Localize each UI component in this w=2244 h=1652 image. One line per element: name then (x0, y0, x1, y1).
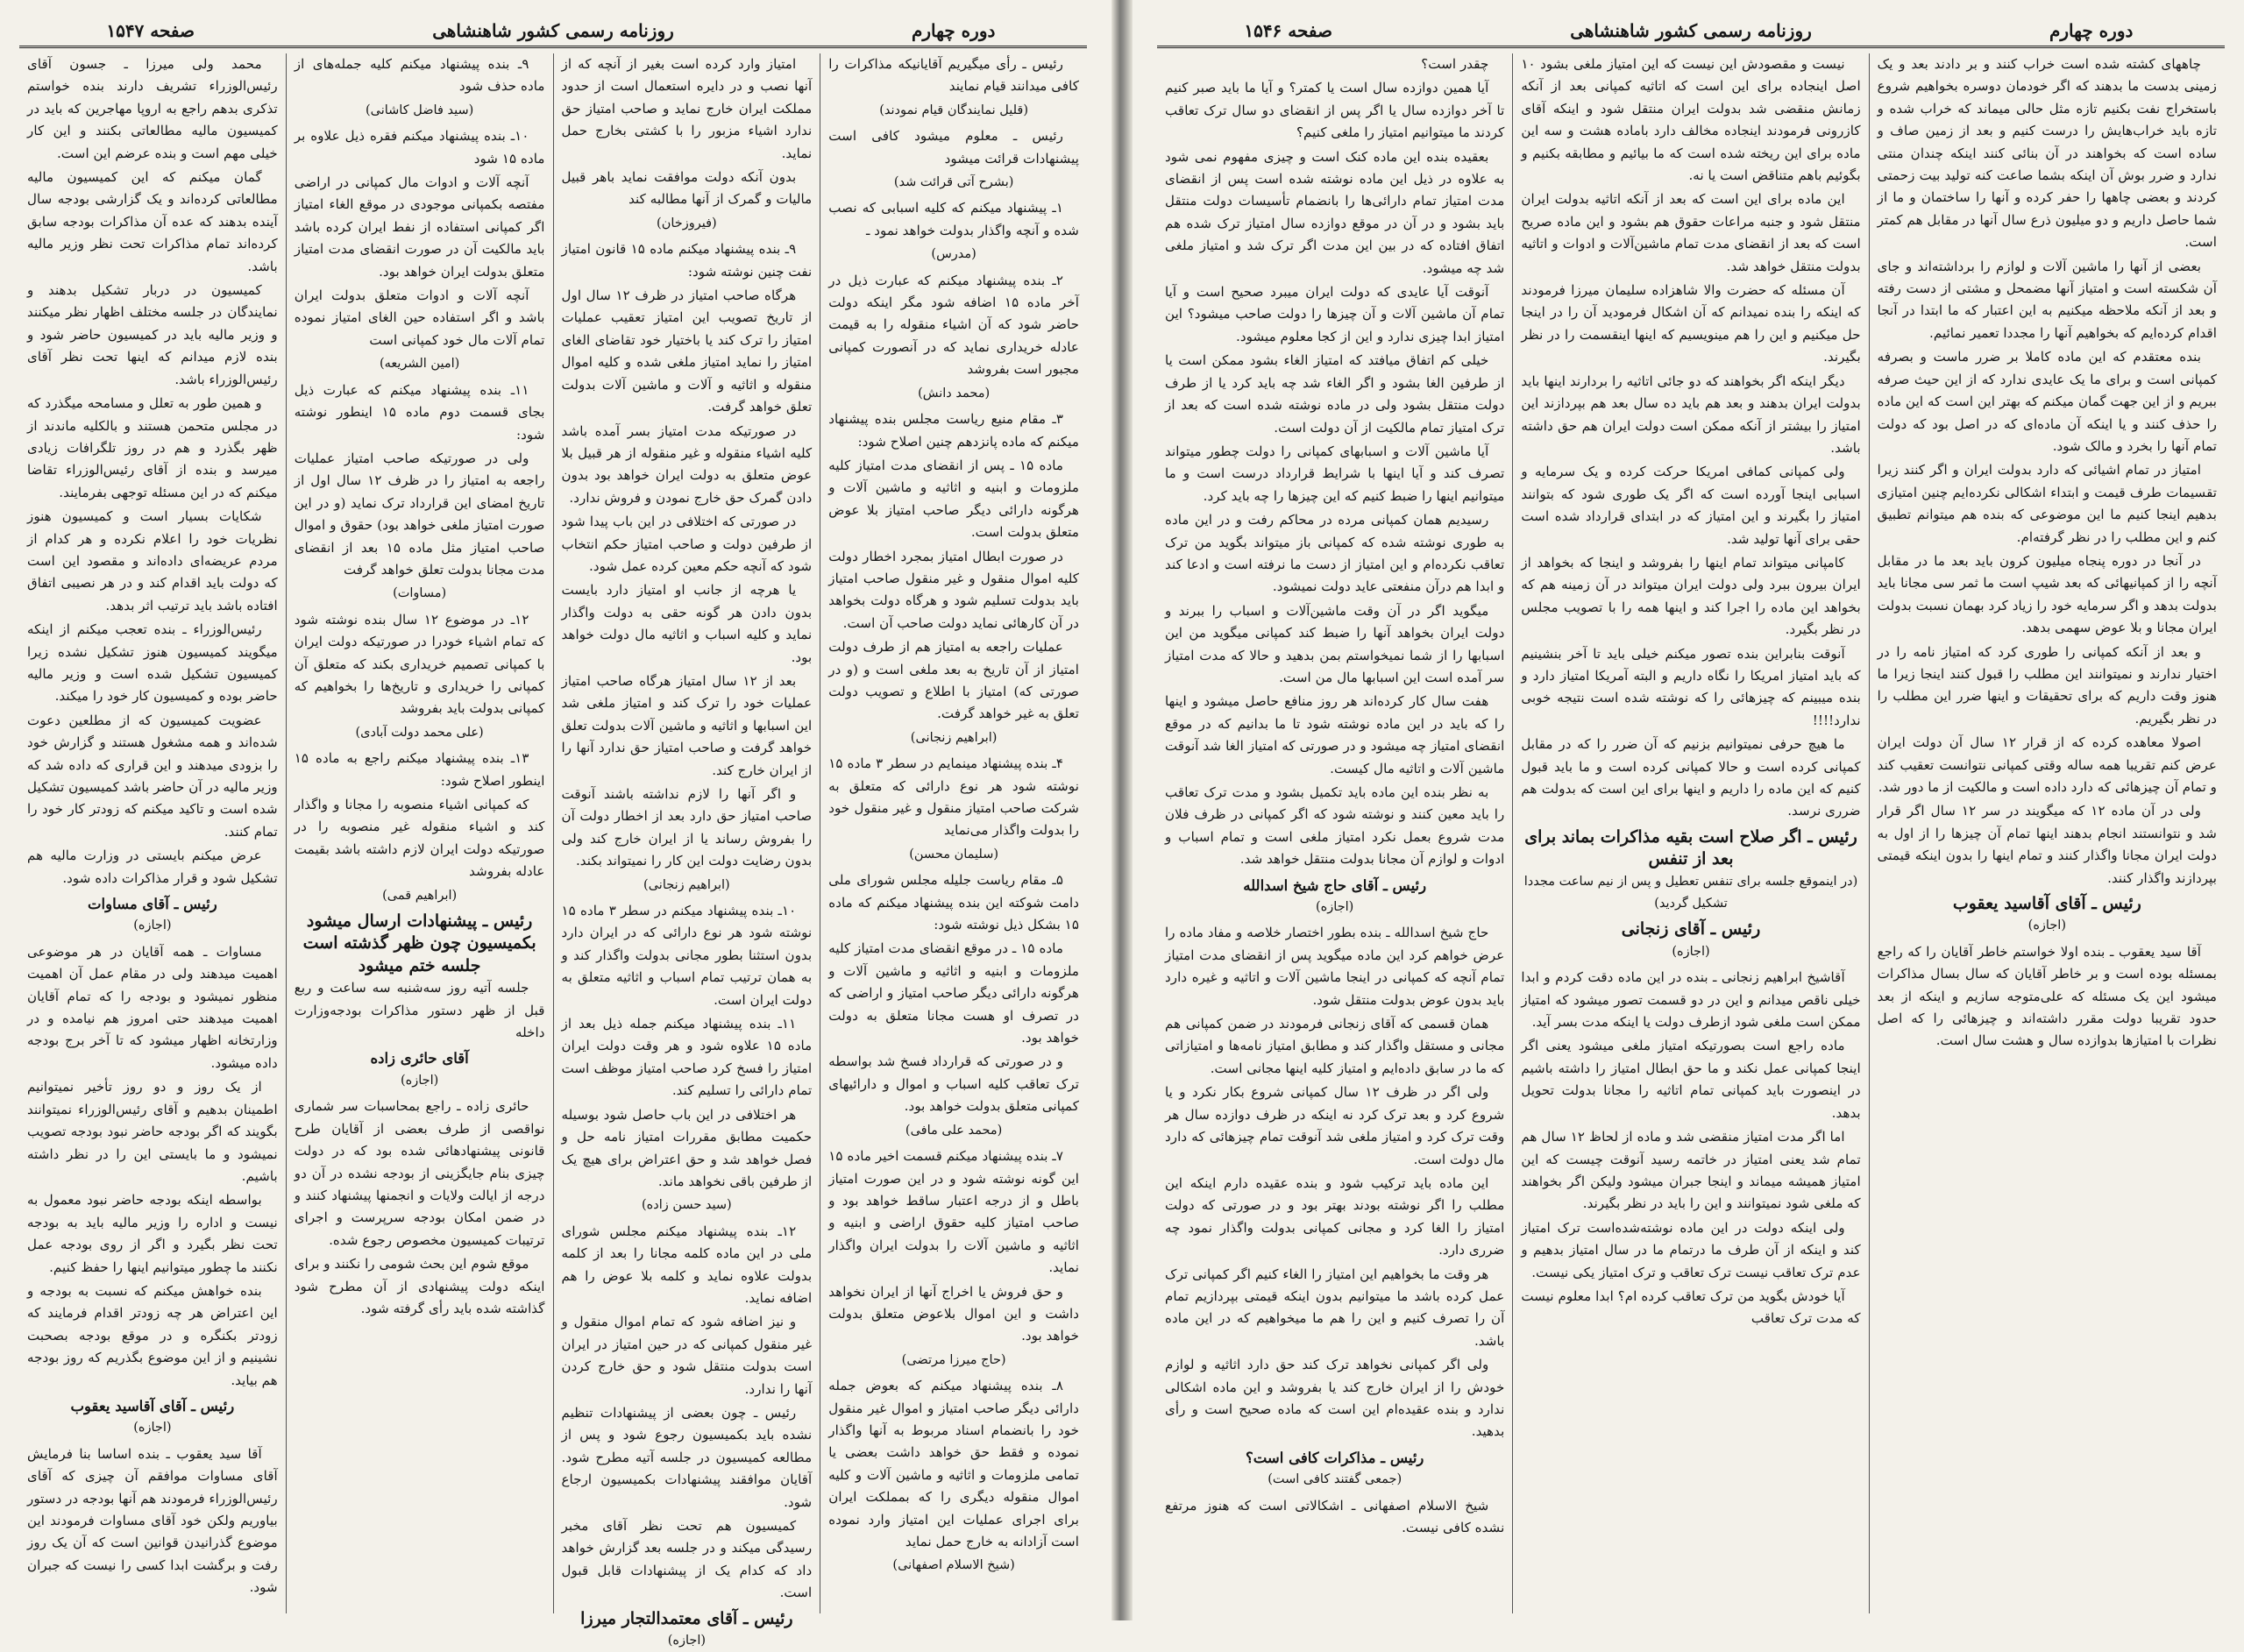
paragraph: اما اگر مدت امتیاز منقضی شد و ماده از لحاظ ۱۲ سال هم تمام شد یعنی امتیاز در خاتمه رسید آنوقت چیست که این امتیاز همیشه میماند و اینجا جبران میشود ولیکن اگر بخواهند که ملغی شود نمیتوانند و این را باید در نظر بگیرند. (1521, 1129, 1861, 1212)
paragraph: موقع شوم این بحث شومی را نکنند و برای اینکه دولت پیشنهادی از آن مطرح شود گذاشته شده باید رأی گرفته شود. (294, 1256, 545, 1316)
paragraph: ۱۰ـ بنده پیشنهاد میکنم فقره ذیل علاوه بر ماده ۱۵ شود (294, 128, 545, 167)
paragraph: بواسطه اینکه بودجه حاضر نبود معمول به نیست و اداره را وزیر مالیه باید به بودجه تحت نظر بگیرد و اگر از روی بودجه عمل نکنند ما چطور میتوانیم اینها را حفظ کنیم. (27, 1192, 278, 1275)
paragraph: ۸ـ بنده پیشنهاد میکنم که بعوض جمله دارائی دیگر صاحب امتیاز و اموال غیر منقول خود را بانضمام اسناد مربوط به آنها واگذار نموده و فقط حق خواهد داشت بعضی یا تمامی ملزومات و اثاثیه و ماشین آلات و کلیه اموال منقوله دیگری را که بمملکت ایران برای اجرای عملیات این امتیاز وارد نموده است آزادانه به خارج حمل نماید (828, 1378, 1079, 1549)
speaker-heading: رئیس ـ آقای حاج شیخ اسدالله (1243, 876, 1427, 894)
paragraph: آیا خودش بگوید من ترک تعاقب کرده ام؟ ابدا معلوم نیست که مدت ترک تعاقب (1521, 1287, 1861, 1327)
parenthetical-note: (سلیمان محسن) (909, 847, 999, 861)
parenthetical-note: (اجازه) (1316, 900, 1354, 915)
parenthetical-note: (ابراهیم زنجانی) (643, 877, 730, 892)
paragraph: در صورتی که اختلافی در این باب پیدا شود از طرفین دولت و صاحب امتیاز حکم انتخاب شود که آنچه حکم معین کرده عمل شود. (561, 514, 813, 574)
paragraph: رسیدیم همان کمپانی مرده در محاکم رفت و در این ماده به طوری نوشته شده که کمپانی باز میتواند بگوید من ترک تعاقب نکرده‌ام و این امتیاز از دست ما نرفته است و ادعا کند و ابدا هم درآن منفعتی عاید دولت نمیشود. (1165, 512, 1505, 595)
paragraph: ۹ـ بنده پیشنهاد میکنم ماده ۱۵ قانون امتیاز نفت چنین نوشته شود: (561, 241, 813, 280)
paragraph: بنده خواهش میکنم که نسبت به بودجه و این اعتراض هر چه زودتر اقدام فرمایند که زودتر بکنگره و در موقع بودجه بصحبت نشینیم و از این موضوع بگذریم که روز بودجه هم بیاید. (27, 1282, 278, 1388)
speaker-heading: رئیس ـ مذاکرات کافی است؟ (1245, 1449, 1424, 1466)
parenthetical-note: (اجازه) (133, 1421, 172, 1436)
paragraph: به نظر بنده این ماده باید تکمیل بشود و مدت ترک تعاقب را باید معین کنند و نوشته شود که اگر کمپانی در ظرف فلان مدت شروع بعمل نکرد امتیاز ملغی است و تمام اسباب و ادوات و لوازم آن مجانا بدولت منتقل خواهد شد. (1165, 784, 1505, 868)
paragraph: محمد ولی میرزا ـ جسون آقای رئیس‌الوزراء تشریف دارند بنده خواستم تذکری بدهم راجع به اروپا مهاجرین که باید در کمیسیون مالیه مطالعاتی بکنند و این کار خیلی مهم است و بنده عرضم این است. (27, 56, 278, 161)
paragraph: هرگاه صاحب امتیاز در ظرف ۱۲ سال اول از تاریخ تصویب این امتیاز تعقیب عملیات امتیاز را ترک کند یا باختیار خود تقاضای الغای امتیاز را نماید امتیاز ملغی شده و کلیه اموال منقوله و اثاثیه و آلات و ماشین آلات بدولت تعلق خواهد گرفت. (561, 287, 813, 415)
parenthetical-note: (قلیل نمایندگان قیام نمودند) (879, 103, 1029, 117)
paragraph: امتیاز وارد کرده است بغیر از آنچه که از آنها نصب و در دایره استعمال است از حدود مملکت ایران خارج نماید و صاحب امتیاز حق ندارد اشیاء مزبور را با کشتی بخارج حمل نماید. (561, 56, 813, 161)
text-columns (1157, 53, 2225, 1613)
paragraph: عرض میکنم بایستی در وزارت مالیه هم تشکیل شود و قرار مذاکرات داده شود. (27, 847, 278, 886)
paragraph: رئیس ـ چون بعضی از پیشنهادات تنظیم نشده باید بکمیسیون رجوع شود و پس از مطالعه کمیسیون در جلسه آتیه مطرح شود. آقایان موافقند پیشنهادات بکمیسیون ارجاع شود. (561, 1404, 813, 1510)
paragraph: هر وقت ما بخواهیم این امتیاز را الغاء کنیم اگر کمپانی ترک عمل کرده باشد ما میتوانیم بدون اینکه قیمتی بپردازیم تمام آن را تصرف کنیم و این را هم ما میخواهیم که در این ماده باشد. (1165, 1266, 1505, 1349)
speaker-heading: رئیس ـ آقای مساوات (88, 896, 217, 913)
paragraph: ماده ۱۵ ـ پس از انقضای مدت امتیاز کلیه ملزومات و ابنیه و اثاثیه و ماشین آلات و هرگونه دارائی دیگر صاحب امتیاز بلا عوض متعلق بدولت است. (828, 457, 1079, 541)
paragraph: که کمپانی اشیاء منصوبه را مجانا و واگذار کند و اشیاء منقوله غیر منصوبه را در صورتیکه دولت ایران لازم داشته باشد بقیمت عادله بفروشد (294, 797, 545, 880)
paragraph: یا هرچه از جانب او امتیاز دارد بایست بدون دادن هر گونه حقی به دولت واگذار نماید و کلیه اسباب و اثاثیه مال دولت خواهد بود. (561, 582, 813, 665)
paragraph: آقا سید یعقوب ـ بنده اولا خواستم خاطر آقایان را که راجع بمسئله بوده است و بر خاطر آقایان که سال بسال مذاکرات میشود این یک مسئله که علی‌متوجه سازیم و اینکه از بعد حدود تقریبا دولت مقرر داشته‌اند و چیزهائی را که اصل نظرات با امتیاز‌ها بدوازده سال و هشت سال است. (1877, 943, 2217, 1049)
paragraph: ولی در آن ماده ۱۲ که میگویند در سر ۱۲ سال اگر قرار شد و نتوانستند انجام بدهند اینها تمام آن چیزها را از اول به دولت ایران مجانا واگذار کنند و تمام اینها را بدون اینکه قیمتی بپردازند واگذار کنند. (1877, 803, 2217, 886)
paragraph: ۱۲ـ بنده پیشنهاد میکنم مجلس شورای ملی در این ماده کلمه مجانا را بعد از کلمه بدولت علاوه نماید و کلمه بلا عوض را هم اضافه نماید. (561, 1223, 813, 1306)
page-number: صفحه ۱۵۴۷ (106, 20, 195, 41)
paragraph: حائری زاده ـ راجع بمحاسبات سر شماری نواقصی از طرف بعضی از آقایان طرح قانونی پیشنهادهائی شده بود که در دولت چیزی بنام جایگزینی از بودجه نشده در آن دو درجه از ایالت ولایات و انجمنها پیشنهاد کنند و در ضمن امکان بودجه سرپرست و اجرای ترتیبات کمیسیون مخصوص رجوع شده. (294, 1098, 545, 1248)
paragraph: در آنجا در دوره پنجاه میلیون کرون باید بعد ما در مقابل آنچه را از کمپانیهائی که بعد شیپ است ما ثمر سی مجانا باید بدولت بدهد و اگر سرمایه خود را زیاد کرد بهمان نسبت بدولت ایران مجانا و بلا عوض سهمی بدهد. (1877, 552, 2217, 636)
paragraph: ولی کمپانی کمافی امریکا حرکت کرده و یک سرمایه و اسبابی اینجا آورده است که اگر یک طوری شود که بتوانند امتیاز را بگیرند و این امتیاز که در ابتدای قرارداد شده است حقی برای آنها تولید شد. (1521, 464, 1861, 547)
newspaper-title: روزنامه رسمی کشور شاهنشاهی (432, 20, 674, 41)
parenthetical-note: (محمد علی مافی) (905, 1123, 1003, 1138)
paragraph: و اگر آنها را لازم نداشته باشند آنوقت صاحب امتیاز حق دارد بعد از اخطار دولت آن را بفروش رساند یا از ایران خارج کند ولی بدون رضایت دولت این کار را نمیتواند بکند. (561, 786, 813, 869)
paragraph: بدون آنکه دولت موافقت نماید باهر قبیل مالیات و گمرک از آنها مطالبه کند (561, 169, 813, 208)
parenthetical-note: (مساوات) (393, 586, 447, 601)
paragraph: شکایات بسیار است و کمیسیون هنوز نظریات خود را اعلام نکرده و هر کدام از مردم عریضه‌ای داده‌اند و مقصود این است که دولت باید اقدام کند و در هر نصیبی اتفاق افتاده باشد باید ترتیب اثر بدهد. (27, 508, 278, 613)
parenthetical-note: (محمد دانش) (918, 386, 991, 401)
newspaper-title: روزنامه رسمی کشور شاهنشاهی (1570, 20, 1812, 41)
paragraph: ۱۲ـ در موضوع ۱۲ سال بنده نوشته شود که تمام اشیاء خودرا در صورتیکه دولت ایران با کمپانی تصمیم خریداری بکند که متعلق آن کمپانی را خریداری و تاریخ‌ها را بخواهیم که کمپانی بدولت باید بفروشد (294, 611, 545, 717)
text-column (1512, 53, 1868, 1613)
paragraph: این ماده باید ترکیب شود و بنده عقیده دارم اینکه این مطلب را اگر نوشته بودند بهتر بود و در صورتی که دولت امتیاز را الغا کرد و مجانی کمپانی بدولت واگذار نمود چه ضرری دارد. (1165, 1174, 1505, 1258)
paragraph: ولی اگر کمپانی نخواهد ترک کند حق دارد اثاثیه و لوازم خودش را از ایران خارج کند یا بفروشد و این ماده اشکالی ندارد و بنده عقیده‌ام این است که ماده صحیح است و رأی بدهید. (1165, 1357, 1505, 1440)
paragraph: نیست و مقصودش این نیست که این امتیاز ملغی بشود ۱۰ اصل اینجاده برای این است که اتاثیه کمپانی بعد از آنکه زمانش منقضی شد بدولت ایران منتقل شود و اینکه آقای کازرونی فرمودند اینجاده مخالف دارد باماده هشت و سه این ماده برای این ریخته شده است که ما بیائیم و مطابقه بکنیم و بگوئیم باهم متناقض است یا نه. (1521, 56, 1861, 184)
paragraph: و حق فروش یا اخراج آنها از ایران نخواهد داشت و این اموال بلاعوض متعلق بدولت خواهد بود. (828, 1283, 1079, 1344)
paragraph: گمان میکنم که این کمیسیون مالیه مطالعاتی کرده‌اند و یک گزارشی بودجه سال آینده بدهند که عده آن مذاکرات بودجه سابق کرده‌اند تمام مذاکرات تحت نظر وزیر مالیه باشد. (27, 169, 278, 274)
page-header (1157, 16, 2225, 48)
paragraph: ۱ـ پیشنهاد میکنم که کلیه اسبابی که نصب شده و آنچه واگذار بدولت خواهد نمود ـ (828, 200, 1079, 238)
paragraph: دیگر اینکه اگر بخواهند که دو جائی اتاثیه را بردارند اینها باید بدولت ایران بدهند و بعد هم باید ده سال بعد هم بپردازند این امتیاز را بیشتر از آنکه ممکن است دولت ایران هم حق داشته باشد. (1521, 372, 1861, 456)
paragraph: رئیس‌الوزراء ـ بنده تعجب میکنم از اینکه میگویند کمیسیون هنوز تشکیل نشده زیرا کمیسیون تشکیل شده است و وزیر مالیه حاضر بوده و کمیسیون کار خود را میکند. (27, 621, 278, 705)
paragraph: رئیس ـ معلوم میشود کافی است پیشنهادات قرائت میشود (828, 128, 1079, 167)
paragraph: اصولا معاهده کرده که از قرار ۱۲ سال آن دولت ایران عرض کنم تقریبا همه ساله وقتی کمپانی نتوانست تعقیب کند و تمام آن چیزهائی که دارد داده است و مالکیت از ما دور شد. (1877, 734, 2217, 795)
parenthetical-note: (اجازه) (133, 918, 172, 933)
paragraph: آن مسئله که حضرت والا شاهزاده سلیمان میرزا فرمودند که اینکه را بنده نمیدانم که آن اشکال فرمودید آن را در اینجا حل میکنیم و این را هم مینویسیم که اینها اینقسمت را در نظر بگیرند. (1521, 282, 1861, 365)
paragraph: چقدر است؟ (1421, 56, 1489, 72)
text-column (19, 53, 286, 1613)
parenthetical-note: (اجازه) (400, 1073, 439, 1088)
text-columns (19, 53, 1087, 1648)
paragraph: آنوقت بنابراین بنده تصور میکنم خیلی باید تا آخر بنشینیم که باید امتیاز امریکا را نگاه داریم و البته آمریکا امتیاز دارد و بنده میبینم که چیزهائی را که نوشته شده است نتیجه خوبی ندارد!!!! (1521, 645, 1861, 728)
speaker-heading: رئیس ـ پیشنهادات ارسال میشود بکمیسیون چون ظهر گذشته است جلسه ختم میشود (302, 911, 536, 975)
parenthetical-note: (در اینموقع جلسه برای تنفس تعطیل و پس از نیم ساعت مجددا تشکیل گردید) (1523, 874, 1858, 911)
parenthetical-note: (بشرح آتی قرائت شد) (893, 175, 1014, 190)
paragraph: در صورت ابطال امتیاز بمجرد اخطار دولت کلیه اموال منقول و غیر منقول صاحب امتیاز باید بدولت تسلیم شود و هرگاه دولت بخواهد در آن کارهائی نماید دولت صاحب آن است. (828, 548, 1079, 631)
paragraph: خیلی کم اتفاق میافتد که امتیاز الغاء بشود ممکن است یا از طرفین الغا بشود و اگر الغاء شد چه باید کرد یا از طرف دولت منتقل بشود ولی در ماده نوشته شده است که بعد از ترک امتیاز تمام مالکیت از آن دولت است. (1165, 352, 1505, 436)
paragraph: ۹ـ بنده پیشنهاد میکنم کلیه جمله‌های از ماده حذف شود (294, 56, 545, 95)
speaker-heading: رئیس ـ آقای آقاسید یعقوب (70, 1397, 235, 1414)
paragraph: بعد از ۱۲ سال امتیاز هرگاه صاحب امتیاز عملیات خود را ترک کند و امتیاز ملغی شد این اسبابها و اثاثیه و ماشین آلات بدولت تعلق خواهد گرفت و صاحب امتیاز حق ندارد آنها را از ایران خارج کند. (561, 672, 813, 778)
right-page (1122, 0, 2244, 1620)
paragraph: و بعد از آنکه کمپانی را طوری کرد که امتیاز نامه را در اختیار ندارند و نمیتوانند این مطلب را قبول کنند اینجا زیرا ما هنوز وقت داریم که برای تحقیقات و اینها ضرر این مطلب را در نظر بگیریم. (1877, 643, 2217, 727)
paragraph: آیا ماشین آلات و اسبابهای کمپانی را دولت چطور میتواند تصرف کند و آیا اینها با شرایط قرارداد درست است و ما میتوانیم اینها را ضبط کنیم که این چیزها را چه باید کرد. (1165, 443, 1505, 504)
parenthetical-note: (امین الشریعه) (379, 357, 460, 372)
paragraph: آنچه آلات و ادوات مال کمپانی در اراضی مفتصه بکمپانی موجودی در موقع الغاء امتیاز اگر کمپانی استفاده از نفط ایران کرده باشد باید مالکیت آن در صورت انقضای مدت امتیاز متعلق بدولت ایران خواهد بود. (294, 174, 545, 280)
left-page (0, 0, 1122, 1648)
parenthetical-note: (حاج میرزا مرتضی) (901, 1352, 1006, 1367)
paragraph: میگوید اگر در آن وقت ماشین‌آلات و اسباب را ببرند و دولت ایران بخواهد آنها را ضبط کند کمپانی میگوید من این اسبابها را از شما نمیخواستم بمن بدهید و حالا که مدت امتیاز سر آمده است این اسبابها مال من است. (1165, 602, 1505, 685)
paragraph: حاج شیخ اسدالله ـ بنده بطور اختصار خلاصه و مفاد ماده را عرض خواهم کرد این ماده میگوید پس از انقضای مدت امتیاز تمام آنچه که کمپانی در اینجا ماشین آلات و اتاثیه و غیره دارد باید بدون عوض بدولت منتقل شود. (1165, 925, 1505, 1008)
paragraph: ۱۰ـ بنده پیشنهاد میکنم در سطر ۳ ماده ۱۵ نوشته شود هر نوع دارائی که در ایران دارد بدون استثنا بطور مجانی بدولت واگذار کند و به همان ترتیب تمام اسباب و اثاثیه متعلق به دولت ایران است. (561, 903, 813, 1008)
paragraph: عضویت کمیسیون که از مطلعین دعوت شده‌اند و همه مشغول هستند و گزارش خود را بزودی میدهند و این قراری که داده شد که وزیر مالیه در آن حاضر باشد کمیسیون تشکیل شده است و تاکید میکنم که زودتر کار خود را تمام کنند. (27, 712, 278, 840)
paragraph: ولی اگر در ظرف ۱۲ سال کمپانی شروع بکار نکرد و یا شروع کرد و بعد ترک کرد نه اینکه در ظرف دوازده سال هر وقت ترک کرد و امتیاز ملغی شد آنوقت تمام چیزهائی که دارد مال دولت است. (1165, 1084, 1505, 1167)
speaker-heading: رئیس ـ آقای آقاسید یعقوب (1952, 894, 2141, 914)
paragraph: ماده راجع است بصورتیکه امتیاز ملغی میشود یعنی اگر اینجا کمپانی عمل نکند و ما حق ابطال امتیاز را داشته باشیم در اینصورت باید کمپانی تمام اتاثیه را مجانا بدولت تحویل بدهد. (1521, 1038, 1861, 1121)
paragraph: بنده معتقدم که این ماده کاملا بر ضرر ماست و بصرفه کمپانی است و برای ما یک عایدی ندارد که از این حیث صرفه ببریم و از این جهت گمان میکنم که بهتر این است که این ماده را حذف کنند و یا اینکه آن ماده‌ای که در اصل بود که دولت تمام آنها را بخرد و مالک شود. (1877, 349, 2217, 454)
parenthetical-note: (ابراهیم قمی) (382, 888, 458, 903)
period-label: دوره چهارم (912, 20, 996, 41)
paragraph: ۱۳ـ بنده پیشنهاد میکنم راجع به ماده ۱۵ اینطور اصلاح شود: (294, 750, 545, 789)
paragraph: آقا سید یعقوب ـ بنده اساسا بنا فرمایش آقای مساوات موافقم آن چیزی که آقای رئیس‌الوزراء فرمودند هم آنها بودجه در دستور بیاوریم ولکن خود آقای مساوات فرمودند این موضوع گذرانیدن قوانین است که آن یک روز رفت و برگشت ابدا کسی را نیست که جبران شود. (27, 1445, 278, 1596)
paragraph: ۴ـ بنده پیشنهاد مینمایم در سطر ۳ ماده ۱۵ نوشته شود هر نوع دارائی که متعلق به شرکت صاحب امتیاز منقول و غیر منقول خود را بدولت واگذار می‌نماید (828, 755, 1079, 839)
paragraph: شیخ الاسلام اصفهانی ـ اشکالاتی است که هنوز مرتفع نشده کافی نیست. (1165, 1497, 1505, 1535)
text-column (820, 53, 1087, 1613)
speaker-heading: آقای حائری زاده (370, 1050, 469, 1067)
book-gutter (1111, 0, 1133, 1620)
paragraph: ولی در صورتیکه صاحب امتیاز عملیات راجعه به امتیاز را در ظرف ۱۲ سال اول از تاریخ امضای این قرارداد ترک نماید (و در این صورت امتیاز ملغی خواهد بود) حقوق و اموال صاحب امتیاز مثل ماده ۱۵ بعد از انقضای مدت مجانا بدولت تعلق خواهد گرفت (294, 450, 545, 578)
parenthetical-note: (اجازه) (667, 1634, 707, 1648)
paragraph: ما هیچ حرفی نمیتوانیم بزنیم که آن ضرر را که در مقابل کمپانی کرده است و حالا کمپانی کرده است و ما باید قبول کنیم که این ماده را داریم و اینها برای این است که بدولت هم ضرری نرسد. (1521, 736, 1861, 819)
speaker-heading: رئیس ـ اگر صلاح است بقیه مذاکرات بماند برای بعد از تنفس (1524, 826, 1857, 869)
paragraph: هفت سال کار کرده‌اند هر روز منافع حاصل میشود و اینها را که باید در این ماده نوشته شود تا ما بدانیم که در موقع انقضای امتیاز چه میشود و در صورتی که امتیاز الغا شد آنوقت ماشین آلات و اتاثیه مال کیست. (1165, 693, 1505, 776)
paragraph: ولی اینکه دولت در این ماده نوشته‌شده‌است ترک امتیاز کند و اینکه از آن طرف ما درتمام ما در سال امتیاز بدهیم و عدم ترک تعاقب نیست ترک تعاقب و ترک امتیاز یکی نیست. (1521, 1219, 1861, 1280)
paragraph: کمیسیون هم تحت نظر آقای مخبر رسیدگی میکند و در جلسه بعد گزارش خواهد داد که کدام یک از پیشنهادات قابل قبول است. (561, 1518, 813, 1601)
paragraph: همان قسمی که آقای زنجانی فرمودند در ضمن کمپانی هم مجانی و مستقل واگذار کند و مطابق امتیاز نامه‌ها و امتیازاتی که ما در سابق داده‌ایم و امتیاز کلیه اینها مجانی است. (1165, 1016, 1505, 1076)
paragraph: جلسه آتیه روز سه‌شنبه سه ساعت و ربع قبل از ظهر دستور مذاکرات بودجه‌وزارت داخله (294, 980, 545, 1041)
page-header (19, 16, 1087, 48)
paragraph: این ماده برای این است که بعد از آنکه اتاثیه بدولت ایران منتقل شود و جنبه مراعات حقوق هم بشود و این ماده صریح است که بعد از انقضای مدت تمام ماشین‌آلات و ادوات و اتاثیه بدولت منتقل خواهد شد. (1521, 191, 1861, 274)
paragraph: چاههای کشته شده است خراب کنند و بر دادند بعد و یک زمینی بدست ما بدهند که اگر خودمان دوسره بخواهیم شروع باستخراج نفت بکنیم تازه مثل حالی میماند که خراب شده و تازه باید خراب‌هایش را درست کنیم و بعد از زمین صاف و ساده است که بخواهند در آن بنائی کنند اینکه چندان منتی ندارد و ضرر بوش آن اینکه بشما صاعت کنه تولید بیت زحمتی کردند و بعضی چاهها را حفر کرده و آنها را ساختمان و ما از شما حاصل داریم و دو میلیون ذرع سال آنها در مقابل هم کمتر است. (1877, 56, 2217, 251)
paragraph: مساوات ـ همه آقایان در هر موضوعی اهمیت میدهند ولی در مقام عمل آن اهمیت منظور نمیشود و بودجه را که تمام آقایان اهمیت میدهند حتی امروز هم نیامده و در وزارتخانه اظهار میشود که تا آخر برج بودجه داده میشود. (27, 943, 278, 1071)
paragraph: و در صورتی که قرارداد فسخ شد بواسطه ترک تعاقب کلیه اسباب و اموال و دارائیهای کمپانی متعلق بدولت خواهد بود. (828, 1053, 1079, 1115)
parenthetical-note: (جمعی گفتند کافی است) (1268, 1472, 1402, 1487)
paragraph: عملیات راجعه به امتیاز هم از طرف دولت امتیاز از آن تاریخ به بعد ملغی است و (و در صورتی که) امتیاز با اطلاع و تصویب دولت تعلق به غیر خواهد گرفت. (828, 639, 1079, 722)
paragraph: ۱۱ـ بنده پیشنهاد میکنم جمله ذیل بعد از ماده ۱۵ علاوه شود و هر وقت دولت ایران امتیاز را فسخ کرد صاحب امتیاز موظف است تمام دارائی را تسلیم کند. (561, 1016, 813, 1099)
parenthetical-note: (اجازه) (1672, 944, 1710, 959)
paragraph: بعقیده بنده این ماده کنک است و چیزی مفهوم نمی شود به علاوه در ذیل این ماده نوشته شده است پس از انقضای مدت امتیاز تمام دارائی‌ها را بانضمام تأسیسات دولت منتقل باید بشود و در آن در موقع دوازده سال امتیاز ترک شده هم اتفاق افتاده که در بین این مدت اگر ترک شد و امتیاز ملغی شد چه میشود. (1165, 148, 1505, 276)
paragraph: ۵ـ مقام ریاست جلیله مجلس شورای ملی دامت شوکته این بنده پیشنهاد میکنم که ماده ۱۵ بشکل ذیل نوشته شود: (828, 872, 1079, 933)
paragraph: ۳ـ مقام منیع ریاست مجلس بنده پیشنهاد میکنم که ماده پانزدهم چنین اصلاح شود: (828, 411, 1079, 450)
paragraph: آقاشیخ ابراهیم زنجانی ـ بنده در این ماده دقت کردم و ابدا خیلی ناقص میدانم و این در دو قسمت تصور میشود که امتیاز ممکن است ملغی شود ازطرف دولت یا اینکه مدت بسر آید. (1521, 969, 1861, 1031)
paragraph: هر اختلافی در این باب حاصل شود بوسیله حکمیت مطابق مقررات امتیاز نامه حل و فصل خواهد شد و حق اعتراض برای هیچ یک از طرفین باقی نخواهد ماند. (561, 1106, 813, 1189)
period-label: دوره چهارم (2049, 20, 2134, 41)
paragraph: ماده ۱۵ ـ در موقع انقضای مدت امتیاز کلیه ملزومات و ابنیه و اثاثیه و ماشین آلات و هرگونه دارائی دیگر صاحب امتیاز و اراضی که در تصرف او هست مجانا متعلق به دولت خواهد بود. (828, 940, 1079, 1046)
parenthetical-note: (سید حسن زاده) (642, 1198, 732, 1213)
paragraph: کامپانی میتواند تمام اینها را بفروشد و اینجا که بخواهد از ایران بیرون ببرد ولی دولت ایران میتواند در آن زمینه هم که بخواهد این ماده را اجرا کند و اینها همه را با تصویب مجلس در نظر بگیرد. (1521, 554, 1861, 638)
text-column (553, 53, 820, 1648)
parenthetical-note: (ابراهیم زنجانی) (910, 730, 998, 745)
speaker-heading: رئیس ـ آقای معتمدالتجار میرزا (580, 1608, 793, 1628)
parenthetical-note: (اجازه) (2027, 918, 2066, 933)
paragraph: ۷ـ بنده پیشنهاد میکنم قسمت اخیر ماده ۱۵ این گونه نوشته شود و در این صورت امتیاز باطل و از درجه اعتبار ساقط خواهد بود و صاحب امتیاز کلیه حقوق اراضی و ابنیه و اثاثیه و ماشین آلات را بدولت ایران واگذار نماید. (828, 1148, 1079, 1276)
speaker-heading: رئیس ـ آقای زنجانی (1621, 919, 1761, 939)
parenthetical-note: (شیخ الاسلام اصفهانی) (892, 1558, 1015, 1573)
text-column (1157, 53, 1512, 1613)
paragraph: کمیسیون در دربار تشکیل بدهند و نمایندگان در جلسه مختلف اظهار نظر میکنند و وزیر مالیه باید در کمیسیون حاضر شود و بنده لازم میدانم که اینها تحت نظر آقای رئیس‌الوزراء باشد. (27, 282, 278, 387)
paragraph: و همین طور به تعلل و مسامحه میگذرد که در مجلس متحمن هستند و بالکلیه ماندند از ظهر بگذرد و هم در روز تلگرافات زیادی میرسد و بنده از آقای رئیس‌الوزراء تقاضا میکنم که در این مسئله توجهی بفرمایند. (27, 395, 278, 500)
text-column (1869, 53, 2225, 1613)
page-number: صفحه ۱۵۴۶ (1244, 20, 1332, 41)
paragraph: آنچه آلات و ادوات متعلق بدولت ایران باشد و اگر استفاده حین الغای امتیاز نموده تمام آلات مال خود کمپانی است (294, 287, 545, 348)
paragraph: و نیز اضافه شود که تمام اموال منقول و غیر منقول کمپانی که در حین امتیاز در ایران است بدولت منتقل شود و حق خارج کردن آنها را ندارد. (561, 1314, 813, 1397)
paragraph: ۱۱ـ بنده پیشنهاد میکنم که عبارت ذیل بجای قسمت دوم ماده ۱۵ اینطور نوشته شود: (294, 381, 545, 443)
paragraph: ۲ـ بنده پیشنهاد میکنم که عبارت ذیل در آخر ماده ۱۵ اضافه شود مگر اینکه دولت حاضر شود که آن اشیاء منقوله را به قیمت عادله خریداری نماید که در آنصورت کمپانی مجبور است بفروشد (828, 272, 1079, 378)
paragraph: امتیاز در تمام اشیائی که دارد بدولت ایران و اگر کنند زیرا تقسیمات طرف قیمت و ابتداء اشکالی نکرده‌ایم چنین امتیازی بدهیم اینجا کنیم ما این موضوعی که بنده هم میتوانم تطبیق کنم و این مطلب را در نظر گرفته‌ام. (1877, 462, 2217, 545)
paragraph: آنوقت آیا عایدی که دولت ایران میبرد صحیح است و آیا تمام آن ماشین آلات و آن چیزها را دولت صاحب میشود؟ این امتیاز ابدا چیزی ندارد و این از کجا معلوم میشود. (1165, 284, 1505, 344)
parenthetical-note: (سید فاضل کاشانی) (365, 103, 474, 117)
text-column (286, 53, 553, 1613)
paragraph: رئیس ـ رأی میگیریم آقایانیکه مذاکرات را کافی میدانند قیام نمایند (828, 56, 1079, 95)
paragraph: در صورتیکه مدت امتیاز بسر آمده باشد کلیه اشیاء منقوله و غیر منقوله از هر قبیل بلا عوض متعلق به دولت ایران خواهد بود بدون دادن گمرک حق خارج نمودن و فروش ندارد. (561, 422, 813, 506)
paragraph: از یک روز و دو روز تأخیر نمیتوانیم اطمینان بدهیم و آقای رئیس‌الوزراء نمیتوانند بگویند که اگر بودجه حاضر نبود بودجه تصویب نمیشود و ما بایستی این را در نظر داشته باشیم. (27, 1079, 278, 1184)
parenthetical-note: (علی محمد دولت آبادی) (355, 725, 484, 740)
parenthetical-note: (مدرس) (931, 247, 976, 262)
paragraph: بعضی از آنها را ماشین آلات و لوازم را برداشته‌اند و جای آن شکسته است و امتیاز آنها مضمحل و مشتی از دست رفته و بعد از آنکه ملاحظه میکنیم به این اعتبار که ما ابتدا در آنجا اقدام کرده‌ایم که بخواهیم آنها را مجددا تعمیر نمائیم. (1877, 258, 2217, 341)
paragraph: آیا همین دوازده سال است یا کمتر؟ و آیا ما باید صبر کنیم تا آخر دوازده سال یا اگر پس از انقضای دو سال ترک تعاقب کردند ما میتوانیم امتیاز را ملغی کنیم؟ (1165, 80, 1505, 141)
parenthetical-note: (فیروزخان) (657, 216, 717, 230)
